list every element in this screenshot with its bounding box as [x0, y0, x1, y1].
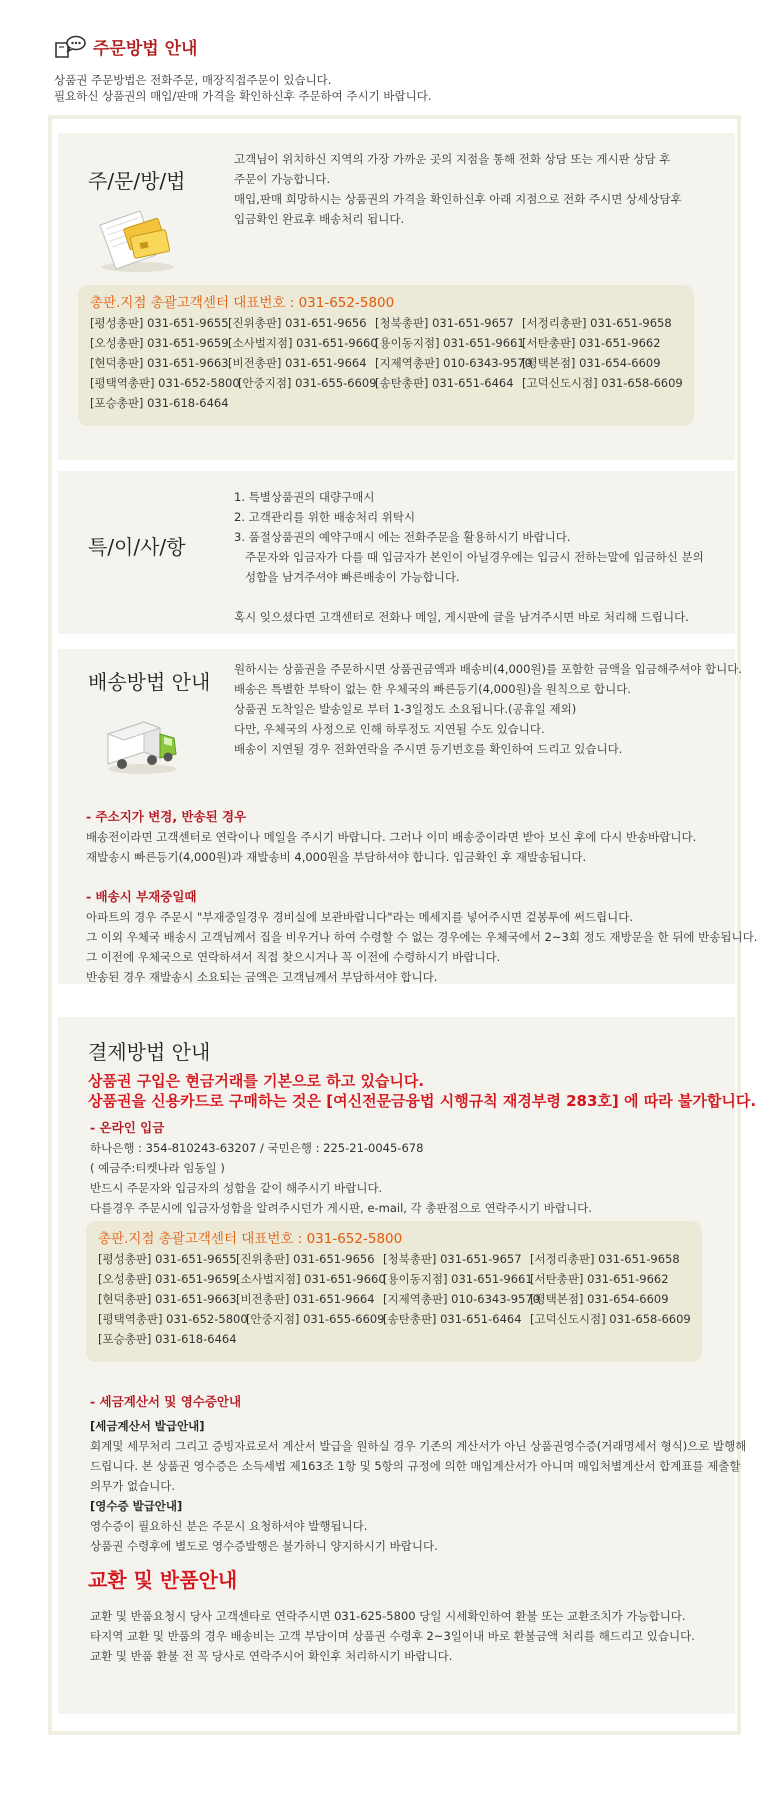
branch-row: [98, 1249, 698, 1269]
delivery-desc-line: 원하시는 상품권을 주문하시면 상품권금액과 배송비(4,000원)를 포함한 금액을 입금해주셔야 합니다.: [234, 662, 743, 676]
branch-item: [용이동지점] 031-651-9661: [383, 1272, 533, 1286]
order-method-title: 주/문/방/법: [88, 169, 186, 193]
branch-item: [비전총판] 031-651-9664: [236, 1292, 375, 1306]
absent-line: 그 이외 우체국 배송시 고객님께서 집을 비우거나 하여 수령할 수 없는 경우에는 우체국에서 2~3회 정도 재방문을 한 뒤에 반송됩니다.: [86, 930, 758, 944]
branch-item: [현덕총판] 031-651-9663: [90, 356, 229, 370]
exchange-return-desc: [90, 1606, 695, 1666]
tax-invoice-subtitle: [세금계산서 발급안내]: [90, 1419, 205, 1433]
branch-item: [지제역총판] 010-6343-9570: [375, 356, 532, 370]
branch-item: [평택역총판] 031-652-5800: [98, 1312, 248, 1326]
branch-item: [서정리총판] 031-651-9658: [530, 1252, 680, 1266]
order-desc-line: 고객님이 위치하신 지역의 가장 가까운 곳의 지점을 통해 전화 상담 또는 게시판 상담 후: [234, 152, 671, 166]
branch-item: [송탄총판] 031-651-6464: [383, 1312, 522, 1326]
branch-item: [고덕신도시점] 031-658-6609: [530, 1312, 691, 1326]
delivery-title: 배송방법 안내: [88, 670, 211, 694]
branch-phone-heading: 총판.지점 총괄고객센터 대표번호 : 031-652-5800: [98, 1231, 403, 1247]
special-note-line: 주문자와 입금자가 다를 때 입금자가 본인이 아닐경우에는 입금시 전하는말에 입금하신 분의: [245, 550, 704, 564]
exchange-line: 타지역 교환 및 반품의 경우 배송비는 고객 부담이며 상품권 수령후 2~3일이내 바로 환불금액 처리를 해드리고 있습니다.: [90, 1629, 695, 1643]
branch-row: [98, 1269, 698, 1289]
branch-item: [청북총판] 031-651-9657: [375, 316, 514, 330]
branch-item: [소사벌지점] 031-651-9660: [236, 1272, 386, 1286]
branch-phone-heading: 총판.지점 총괄고객센터 대표번호 : 031-652-5800: [90, 295, 395, 311]
order-desc-line: 입금확인 완료후 배송처리 됩니다.: [234, 212, 405, 226]
payment-title: 결제방법 안내: [88, 1040, 211, 1064]
delivery-panel: [58, 649, 758, 984]
branch-item: [지제역총판] 010-6343-9570: [383, 1292, 540, 1306]
absent-desc: [86, 907, 757, 987]
branch-item: [현덕총판] 031-651-9663: [98, 1292, 237, 1306]
absent-title: - 배송시 부재중일때: [86, 889, 197, 904]
branch-item: [평택본점] 031-654-6609: [522, 356, 661, 370]
branch-item: [고덕신도시점] 031-658-6609: [522, 376, 683, 390]
branch-row: [90, 393, 690, 413]
delivery-desc-line: 배송이 지연될 경우 전화연락을 주시면 등기번호를 확인하여 드리고 있습니다.: [234, 742, 623, 756]
branch-item: [평택본점] 031-654-6609: [530, 1292, 669, 1306]
address-change-line: 재발송시 빠른등기(4,000원)과 재발송비 4,000원을 부담하셔야 합니다. 입금확인 후 재발송됩니다.: [86, 850, 587, 864]
receipt-line: 상품권 수령후에 별도로 영수증발행은 불가하니 양지하시기 바랍니다.: [90, 1539, 438, 1553]
special-notes-list: [234, 487, 704, 627]
branch-item: [서정리총판] 031-651-9658: [522, 316, 672, 330]
special-note-line: 혹시 잊으셨다면 고객센터로 전화나 메일, 게시판에 글을 남겨주시면 바로 처리해 드립니다.: [234, 610, 689, 624]
branch-item: [오성총판] 031-651-9659: [98, 1272, 237, 1286]
online-deposit-desc: [90, 1138, 592, 1218]
tax-invoice-line: 회계및 세무처리 그리고 증빙자료로서 계산서 발급을 원하실 경우 기존의 계산서가 아닌 상품권영수증(거래명세서 형식)으로 발행해: [90, 1439, 747, 1453]
branch-item: [송탄총판] 031-651-6464: [375, 376, 514, 390]
receipt-line: 영수증이 필요하신 분은 주문시 요청하셔야 발행됩니다.: [90, 1519, 368, 1533]
branch-item: [평성총판] 031-651-9655: [98, 1252, 237, 1266]
online-deposit-title: - 온라인 입금: [90, 1120, 165, 1135]
receipt-desc: [90, 1516, 438, 1556]
branch-row: [90, 373, 690, 393]
order-cards-icon: [96, 203, 180, 273]
branch-row: [98, 1289, 698, 1309]
branch-item: [진위총판] 031-651-9656: [228, 316, 367, 330]
absent-line: 그 이전에 우체국으로 연락하셔서 직접 찾으시거나 꼭 이전에 수령하시기 바랍니다.: [86, 950, 501, 964]
branch-row: [98, 1329, 698, 1349]
chat-bubble-icon: [54, 35, 88, 59]
online-deposit-line: ( 예금주:티켓나라 임동일 ): [90, 1161, 225, 1175]
special-note-line: 1. 특별상품권의 대량구매시: [234, 490, 375, 504]
order-desc: [234, 149, 682, 229]
delivery-desc-line: 다만, 우체국의 사정으로 인해 하루정도 지연될 수도 있습니다.: [234, 722, 545, 736]
branch-item: [안중지점] 031-655-6609: [246, 1312, 385, 1326]
branch-list: [90, 313, 690, 413]
branch-row: [98, 1309, 698, 1329]
order-desc-line: 주문이 가능합니다.: [234, 172, 331, 186]
tax-invoice-line: 드립니다. 본 상품권 영수증은 소득세법 제163조 1항 및 5항의 규정에 의한 매입계산서가 아니며 매입처별계산서 합계표를 제출할: [90, 1459, 741, 1473]
special-notes-title: 특/이/사/항: [88, 535, 186, 559]
branch-list: [98, 1249, 698, 1349]
page-title: 주문방법 안내: [93, 39, 198, 59]
branch-item: [안중지점] 031-655-6609: [238, 376, 377, 390]
branch-item: [포승총판] 031-618-6464: [98, 1332, 237, 1346]
branch-item: [청북총판] 031-651-9657: [383, 1252, 522, 1266]
special-note-line: 성함을 남겨주셔야 빠른배송이 가능합니다.: [245, 570, 460, 584]
receipt-subtitle: [영수증 발급안내]: [90, 1499, 183, 1513]
special-note-line: [234, 587, 704, 607]
branch-row: [90, 333, 690, 353]
tax-invoice-desc: [90, 1436, 746, 1496]
branch-item: [비전총판] 031-651-9664: [228, 356, 367, 370]
order-desc-line: 매입,판매 희망하시는 상품권의 가격을 확인하신후 아래 지점으로 전화 주시면 상세상담후: [234, 192, 682, 206]
header-desc-line: 상품권 주문방법은 전화주문, 매장직접주문이 있습니다.: [54, 73, 332, 87]
special-notes-panel: [58, 471, 735, 634]
address-change-line: 배송전이라면 고객센터로 연락이나 메일을 주시기 바랍니다. 그러나 이미 배송중이라면 받아 보신 후에 다시 반송바랍니다.: [86, 830, 697, 844]
payment-notice: [88, 1071, 756, 1111]
delivery-truck-icon: [102, 704, 182, 776]
exchange-line: 교환 및 반품요청시 당사 고객센타로 연락주시면 031-625-5800 당일 시세확인하여 환불 또는 교환조치가 가능합니다.: [90, 1609, 686, 1623]
special-note-line: 2. 고객관리를 위한 배송처리 위탁시: [234, 510, 416, 524]
header-desc-line: 필요하신 상품권의 매입/판매 가격을 확인하신후 주문하여 주시기 바랍니다.: [54, 89, 432, 103]
branch-row: [90, 353, 690, 373]
branch-phone-box: [78, 285, 694, 426]
header-description: [54, 70, 432, 106]
delivery-desc: [234, 659, 742, 759]
absent-line: 반송된 경우 재발송시 소요되는 금액은 고객님께서 부담하셔야 합니다.: [86, 970, 438, 984]
branch-item: [용이동지점] 031-651-9661: [375, 336, 525, 350]
branch-item: [서탄총판] 031-651-9662: [530, 1272, 669, 1286]
tax-receipt-title: - 세금계산서 및 영수증안내: [90, 1394, 242, 1409]
branch-item: [진위총판] 031-651-9656: [236, 1252, 375, 1266]
delivery-desc-line: 배송은 특별한 부탁이 없는 한 우체국의 빠른등기(4,000원)을 원칙으로 합니다.: [234, 682, 631, 696]
branch-item: [포승총판] 031-618-6464: [90, 396, 229, 410]
branch-row: [90, 313, 690, 333]
payment-notice-line: 상품권을 신용카드로 구매하는 것은 [여신전문금융법 시행규칙 재경부령 283호] 에 따라 불가합니다.: [88, 1092, 757, 1110]
branch-item: [오성총판] 031-651-9659: [90, 336, 229, 350]
payment-panel: [58, 1017, 757, 1714]
special-note-line: 3. 품절상품권의 예약구매시 에는 전화주문을 활용하시기 바랍니다.: [234, 530, 571, 544]
branch-phone-box-payment: [86, 1221, 702, 1362]
tax-invoice-line: 의무가 없습니다.: [90, 1479, 176, 1493]
address-change-title: - 주소지가 변경, 반송된 경우: [86, 809, 247, 824]
payment-notice-line: 상품권 구입은 현금거래를 기본으로 하고 있습니다.: [88, 1072, 425, 1090]
branch-item: [평택역총판] 031-652-5800: [90, 376, 240, 390]
online-deposit-line: 다를경우 주문시에 입금자성함을 알려주시던가 게시판, e-mail, 각 총판점으로 연락주시기 바랍니다.: [90, 1201, 592, 1215]
branch-item: [소사벌지점] 031-651-9660: [228, 336, 378, 350]
exchange-line: 교환 및 반품 환불 전 꼭 당사로 연락주시어 확인후 처리하시기 바랍니다.: [90, 1649, 453, 1663]
delivery-desc-line: 상품권 도착일은 발송일로 부터 1-3일정도 소요됩니다.(공휴일 제외): [234, 702, 577, 716]
address-change-desc: [86, 827, 696, 867]
absent-line: 아파트의 경우 주문시 "부재중일경우 경비실에 보관바랍니다"라는 메세지를 넣어주시면 겉봉투에 써드립니다.: [86, 910, 634, 924]
order-method-panel: [58, 133, 735, 460]
branch-item: [평성총판] 031-651-9655: [90, 316, 229, 330]
exchange-return-title: 교환 및 반품안내: [88, 1568, 238, 1592]
online-deposit-line: 반드시 주문자와 입금자의 성함을 같이 해주시기 바랍니다.: [90, 1181, 383, 1195]
online-deposit-line: 하나은행 : 354-810243-63207 / 국민은행 : 225-21-0045-678: [90, 1141, 424, 1155]
branch-item: [서탄총판] 031-651-9662: [522, 336, 661, 350]
